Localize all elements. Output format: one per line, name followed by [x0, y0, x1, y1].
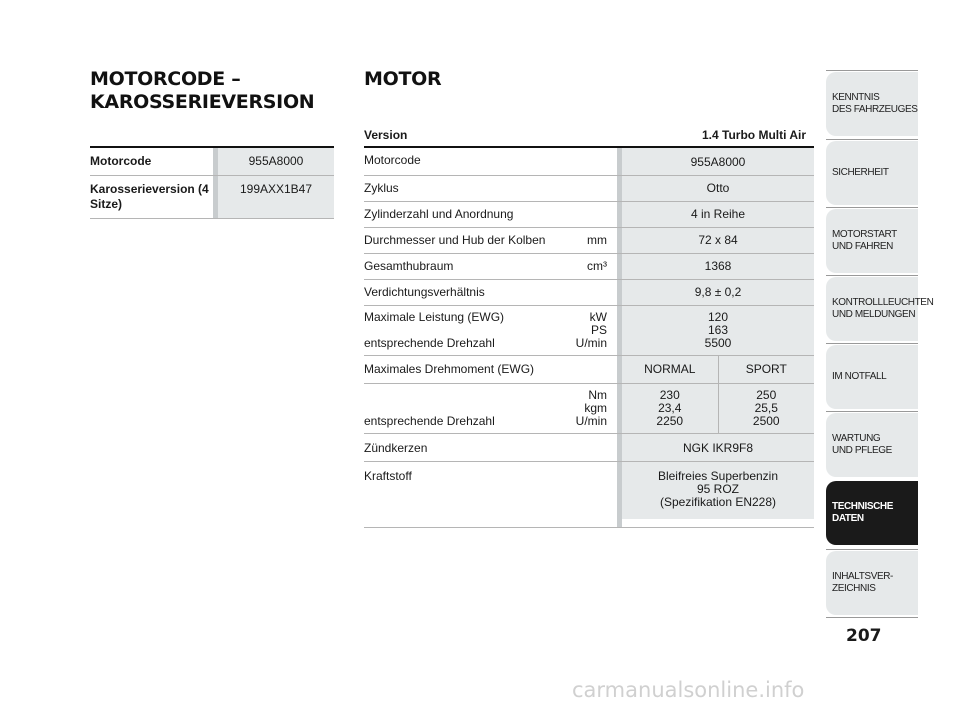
- row-label: Karosserieversion (4 Sitze): [90, 182, 209, 211]
- row-value: 120 163 5500: [622, 306, 814, 355]
- table-row: [90, 176, 334, 218]
- mode-normal: NORMAL: [644, 362, 696, 376]
- row-label: Motorcode: [90, 154, 152, 168]
- mode-sport: SPORT: [718, 356, 815, 383]
- header-value: 1.4 Turbo Multi Air: [702, 128, 806, 142]
- section-title-line: KAROSSERIEVERSION: [90, 91, 315, 113]
- table-row: [364, 384, 814, 433]
- sport-values: 250 25,5 2500: [718, 384, 815, 433]
- row-value: 9,8 ± 0,2: [622, 280, 814, 305]
- table-row: [364, 462, 814, 519]
- unit-label: kW: [589, 310, 607, 324]
- row-value: 4 in Reihe: [622, 202, 814, 227]
- unit-label: kgm: [584, 401, 607, 415]
- unit-label: U/min: [575, 414, 607, 428]
- section-title-motor: MOTOR: [364, 68, 442, 90]
- row-value: Otto: [622, 176, 814, 201]
- row-label: Zyklus: [364, 181, 399, 195]
- row-value: 955A8000: [218, 148, 334, 175]
- tab-kenntnis[interactable]: KENNTNIS DES FAHRZEUGES: [826, 72, 918, 136]
- table-header: [364, 124, 814, 146]
- normal-values: 230 23,4 2250: [656, 388, 684, 428]
- table-row: [364, 228, 814, 253]
- table-row: [364, 280, 814, 305]
- motor-specs-table: [364, 124, 814, 528]
- row-value: 955A8000: [622, 148, 814, 175]
- row-label: Zündkerzen: [364, 441, 428, 455]
- table-row: [364, 356, 814, 383]
- section-title-line: MOTORCODE –: [90, 68, 241, 90]
- table-row: [364, 176, 814, 201]
- row-label: Gesamthubraum cm³: [364, 259, 607, 273]
- row-label: Durchmesser und Hub der Kolben mm: [364, 233, 607, 247]
- unit-label: Nm: [588, 388, 607, 402]
- page-number: 207: [846, 626, 882, 646]
- tab-im-notfall[interactable]: IM NOTFALL: [826, 345, 918, 409]
- row-label: Verdichtungsverhältnis: [364, 285, 485, 299]
- unit-label: cm³: [587, 259, 607, 273]
- unit-label: PS: [590, 323, 607, 337]
- motorcode-table: [90, 146, 334, 219]
- row-value: 1368: [622, 254, 814, 279]
- row-value: NGK IKR9F8: [622, 434, 814, 461]
- table-row: [364, 254, 814, 279]
- tab-wartung[interactable]: WARTUNG UND PFLEGE: [826, 413, 918, 477]
- table-row: [364, 202, 814, 227]
- tab-technische-daten[interactable]: TECHNISCHE DATEN: [826, 481, 918, 545]
- table-row: [364, 434, 814, 461]
- row-value: 72 x 84: [622, 228, 814, 253]
- header-label: Version: [364, 128, 408, 142]
- table-row: [90, 148, 334, 175]
- tab-inhaltsverzeichnis[interactable]: INHALTSVER- ZEICHNIS: [826, 551, 918, 615]
- row-value: 199AXX1B47: [218, 176, 334, 218]
- tab-sicherheit[interactable]: SICHERHEIT: [826, 141, 918, 205]
- watermark: carmanualsonline.info: [572, 678, 805, 702]
- row-label: Motorcode: [364, 153, 421, 167]
- tab-kontrollleuchten[interactable]: KONTROLLLEUCHTEN UND MELDUNGEN: [826, 277, 918, 341]
- section-title-motorcode: [90, 68, 314, 114]
- row-label: Maximales Drehmoment (EWG): [364, 362, 535, 376]
- row-label: Nm kgm entsprechende Drehzahl U/min: [364, 388, 607, 428]
- row-label: Kraftstoff: [364, 469, 412, 483]
- unit-label: mm: [587, 233, 607, 247]
- unit-label: U/min: [575, 336, 607, 350]
- row-label: Maximale Leistung (EWG) kW PS entsprechende Drehzahl U/min: [364, 310, 607, 350]
- mode-columns: [622, 356, 814, 383]
- row-label: Zylinderzahl und Anordnung: [364, 207, 514, 221]
- row-value: Bleifreies Superbenzin 95 ROZ (Spezifikation EN228): [622, 462, 814, 519]
- table-row: [364, 148, 814, 175]
- tab-motorstart[interactable]: MOTORSTART UND FAHREN: [826, 209, 918, 273]
- table-row: [364, 306, 814, 355]
